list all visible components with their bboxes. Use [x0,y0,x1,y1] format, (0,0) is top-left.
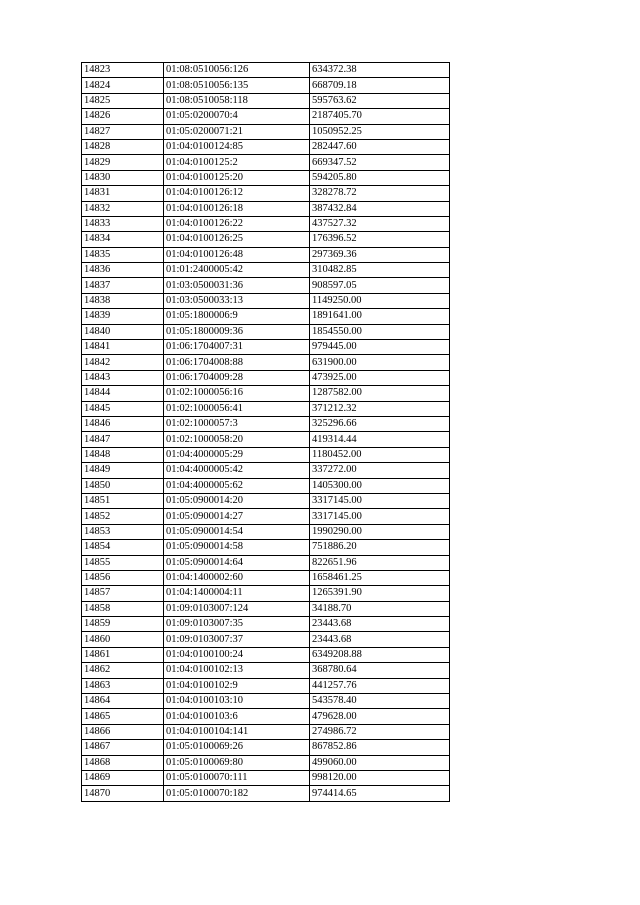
value-cell: 908597.05 [310,278,450,293]
row-number-cell: 14825 [82,93,164,108]
cadastral-number-cell: 01:09:0103007:37 [164,632,310,647]
cadastral-number-cell: 01:04:1400002:60 [164,570,310,585]
row-number-cell: 14859 [82,617,164,632]
row-number-cell: 14869 [82,770,164,785]
row-number-cell: 14830 [82,170,164,185]
row-number-cell: 14846 [82,416,164,431]
table-row [82,447,450,462]
table-row [82,278,450,293]
value-cell: 437527.32 [310,216,450,231]
table-row [82,401,450,416]
cadastral-number-cell: 01:05:0100069:80 [164,755,310,770]
cadastral-number-cell: 01:06:1704008:88 [164,355,310,370]
value-cell: 867852.86 [310,740,450,755]
value-cell: 23443.68 [310,617,450,632]
cadastral-number-cell: 01:05:0100070:182 [164,786,310,801]
row-number-cell: 14865 [82,709,164,724]
cadastral-number-cell: 01:02:1000056:16 [164,386,310,401]
cadastral-number-cell: 01:04:4000005:42 [164,463,310,478]
cadastral-number-cell: 01:03:0500033:13 [164,293,310,308]
row-number-cell: 14855 [82,555,164,570]
table-row [82,770,450,785]
value-cell: 310482.85 [310,263,450,278]
row-number-cell: 14860 [82,632,164,647]
value-cell: 1658461.25 [310,570,450,585]
table-row [82,155,450,170]
value-cell: 441257.76 [310,678,450,693]
table-row [82,586,450,601]
cadastral-number-cell: 01:04:4000005:29 [164,447,310,462]
cadastral-number-cell: 01:04:0100125:2 [164,155,310,170]
value-cell: 371212.32 [310,401,450,416]
row-number-cell: 14836 [82,263,164,278]
row-number-cell: 14829 [82,155,164,170]
cadastral-number-cell: 01:05:0100069:26 [164,740,310,755]
row-number-cell: 14847 [82,432,164,447]
row-number-cell: 14853 [82,524,164,539]
table-row [82,570,450,585]
value-cell: 325296.66 [310,416,450,431]
value-cell: 543578.40 [310,694,450,709]
value-cell: 499060.00 [310,755,450,770]
value-cell: 479628.00 [310,709,450,724]
cadastral-number-cell: 01:08:0510056:135 [164,78,310,93]
row-number-cell: 14857 [82,586,164,601]
table-row [82,309,450,324]
row-number-cell: 14852 [82,509,164,524]
table-row [82,709,450,724]
table-row [82,432,450,447]
table-row [82,370,450,385]
row-number-cell: 14839 [82,309,164,324]
value-cell: 473925.00 [310,370,450,385]
cadastral-number-cell: 01:04:0100103:6 [164,709,310,724]
value-cell: 34188.70 [310,601,450,616]
cadastral-number-cell: 01:04:0100126:48 [164,247,310,262]
row-number-cell: 14831 [82,186,164,201]
row-number-cell: 14867 [82,740,164,755]
table-row [82,647,450,662]
row-number-cell: 14850 [82,478,164,493]
value-cell: 631900.00 [310,355,450,370]
row-number-cell: 14848 [82,447,164,462]
value-cell: 6349208.88 [310,647,450,662]
row-number-cell: 14824 [82,78,164,93]
cadastral-number-cell: 01:02:1000056:41 [164,401,310,416]
value-cell: 419314.44 [310,432,450,447]
cadastral-number-cell: 01:09:0103007:124 [164,601,310,616]
value-cell: 1149250.00 [310,293,450,308]
cadastral-number-cell: 01:01:2400005:42 [164,263,310,278]
row-number-cell: 14856 [82,570,164,585]
table-row [82,540,450,555]
cadastral-number-cell: 01:06:1704009:28 [164,370,310,385]
cadastral-number-cell: 01:04:0100104:141 [164,724,310,739]
value-cell: 368780.64 [310,663,450,678]
row-number-cell: 14845 [82,401,164,416]
value-cell: 1180452.00 [310,447,450,462]
cadastral-number-cell: 01:04:0100126:22 [164,216,310,231]
table-row [82,724,450,739]
value-cell: 974414.65 [310,786,450,801]
table-row [82,678,450,693]
row-number-cell: 14823 [82,63,164,78]
row-number-cell: 14861 [82,647,164,662]
row-number-cell: 14832 [82,201,164,216]
cadastral-number-cell: 01:04:0100124:85 [164,139,310,154]
cadastral-number-cell: 01:04:4000005:62 [164,478,310,493]
value-cell: 337272.00 [310,463,450,478]
row-number-cell: 14840 [82,324,164,339]
table-row [82,755,450,770]
row-number-cell: 14833 [82,216,164,231]
value-cell: 1854550.00 [310,324,450,339]
value-cell: 669347.52 [310,155,450,170]
cadastral-number-cell: 01:02:1000057:3 [164,416,310,431]
value-cell: 176396.52 [310,232,450,247]
cadastral-number-cell: 01:05:0900014:58 [164,540,310,555]
table-row [82,478,450,493]
value-cell: 328278.72 [310,186,450,201]
cadastral-number-cell: 01:06:1704007:31 [164,340,310,355]
cadastral-number-cell: 01:05:0100070:111 [164,770,310,785]
table-row [82,340,450,355]
cadastral-number-cell: 01:04:0100102:13 [164,663,310,678]
value-cell: 23443.68 [310,632,450,647]
cadastral-number-cell: 01:05:0200070:4 [164,109,310,124]
cadastral-number-cell: 01:05:1800009:36 [164,324,310,339]
row-number-cell: 14866 [82,724,164,739]
row-number-cell: 14868 [82,755,164,770]
cadastral-number-cell: 01:04:0100126:18 [164,201,310,216]
cadastral-number-cell: 01:04:0100126:25 [164,232,310,247]
row-number-cell: 14864 [82,694,164,709]
table-row [82,201,450,216]
row-number-cell: 14834 [82,232,164,247]
value-cell: 979445.00 [310,340,450,355]
value-cell: 1891641.00 [310,309,450,324]
table-row [82,555,450,570]
table-row [82,324,450,339]
value-cell: 1990290.00 [310,524,450,539]
row-number-cell: 14858 [82,601,164,616]
value-cell: 1050952.25 [310,124,450,139]
table-row [82,632,450,647]
row-number-cell: 14835 [82,247,164,262]
value-cell: 3317145.00 [310,509,450,524]
table-row [82,139,450,154]
value-cell: 998120.00 [310,770,450,785]
value-cell: 274986.72 [310,724,450,739]
data-table [81,62,450,802]
cadastral-number-cell: 01:04:0100100:24 [164,647,310,662]
table-row [82,524,450,539]
value-cell: 1265391.90 [310,586,450,601]
table-row [82,355,450,370]
cadastral-number-cell: 01:04:0100103:10 [164,694,310,709]
value-cell: 594205.80 [310,170,450,185]
value-cell: 2187405.70 [310,109,450,124]
table-row [82,263,450,278]
cadastral-number-cell: 01:05:1800006:9 [164,309,310,324]
table-row [82,386,450,401]
row-number-cell: 14827 [82,124,164,139]
table-row [82,93,450,108]
table-row [82,124,450,139]
row-number-cell: 14863 [82,678,164,693]
cadastral-number-cell: 01:05:0900014:20 [164,493,310,508]
cadastral-number-cell: 01:05:0200071:21 [164,124,310,139]
table-row [82,786,450,801]
row-number-cell: 14843 [82,370,164,385]
value-cell: 1287582.00 [310,386,450,401]
value-cell: 282447.60 [310,139,450,154]
cadastral-number-cell: 01:08:0510058:118 [164,93,310,108]
row-number-cell: 14837 [82,278,164,293]
table-row [82,78,450,93]
table-row [82,109,450,124]
cadastral-number-cell: 01:05:0900014:54 [164,524,310,539]
table-row [82,493,450,508]
cadastral-number-cell: 01:04:0100102:9 [164,678,310,693]
table-row [82,216,450,231]
row-number-cell: 14851 [82,493,164,508]
table-row [82,416,450,431]
table-row [82,63,450,78]
cadastral-number-cell: 01:02:1000058:20 [164,432,310,447]
value-cell: 1405300.00 [310,478,450,493]
table-row [82,463,450,478]
table-row [82,601,450,616]
value-cell: 387432.84 [310,201,450,216]
value-cell: 3317145.00 [310,493,450,508]
cadastral-number-cell: 01:04:1400004:11 [164,586,310,601]
table-row [82,663,450,678]
value-cell: 751886.20 [310,540,450,555]
table-row [82,740,450,755]
row-number-cell: 14862 [82,663,164,678]
row-number-cell: 14838 [82,293,164,308]
cadastral-number-cell: 01:05:0900014:27 [164,509,310,524]
cadastral-number-cell: 01:08:0510056:126 [164,63,310,78]
cadastral-number-cell: 01:09:0103007:35 [164,617,310,632]
table-row [82,509,450,524]
table-row [82,293,450,308]
value-cell: 297369.36 [310,247,450,262]
row-number-cell: 14870 [82,786,164,801]
cadastral-number-cell: 01:03:0500031:36 [164,278,310,293]
value-cell: 668709.18 [310,78,450,93]
value-cell: 634372.38 [310,63,450,78]
row-number-cell: 14854 [82,540,164,555]
table-row [82,247,450,262]
row-number-cell: 14828 [82,139,164,154]
row-number-cell: 14849 [82,463,164,478]
row-number-cell: 14842 [82,355,164,370]
table-body [82,63,450,802]
value-cell: 822651.96 [310,555,450,570]
table-row [82,232,450,247]
cadastral-number-cell: 01:04:0100125:20 [164,170,310,185]
value-cell: 595763.62 [310,93,450,108]
cadastral-number-cell: 01:04:0100126:12 [164,186,310,201]
row-number-cell: 14844 [82,386,164,401]
row-number-cell: 14841 [82,340,164,355]
table-row [82,694,450,709]
row-number-cell: 14826 [82,109,164,124]
table-row [82,617,450,632]
table-row [82,170,450,185]
table-row [82,186,450,201]
cadastral-number-cell: 01:05:0900014:64 [164,555,310,570]
